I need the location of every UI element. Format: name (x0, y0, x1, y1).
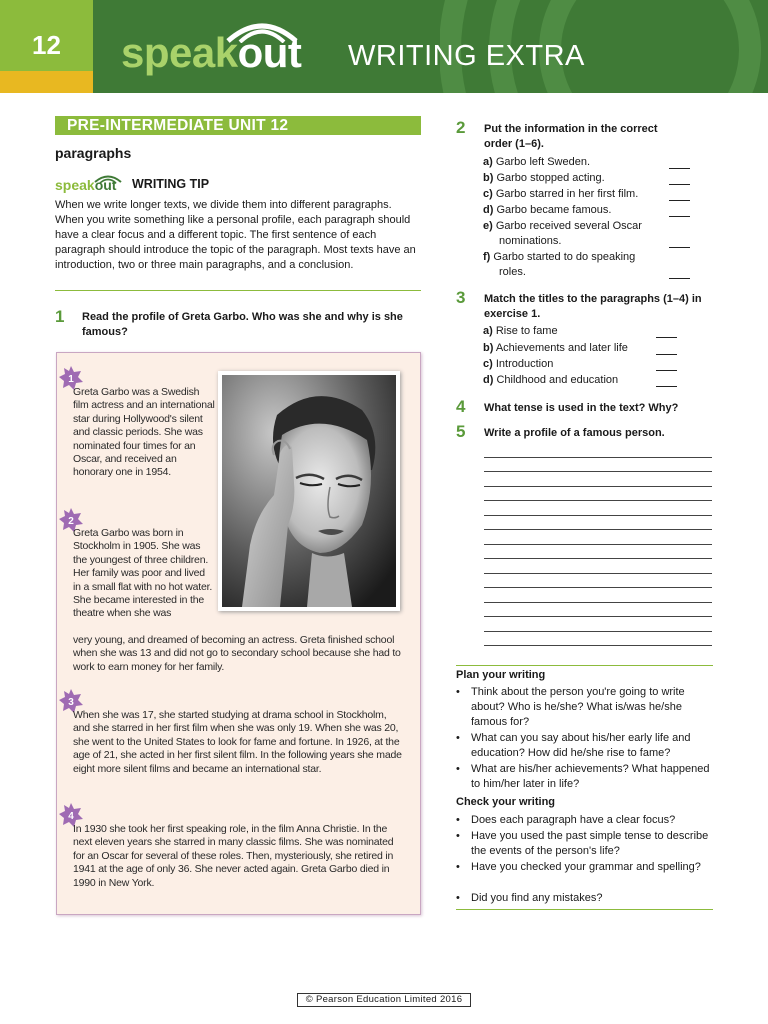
divider (456, 665, 713, 666)
ex3-answer-blank-d[interactable] (656, 386, 677, 387)
ex3-answer-blank-c[interactable] (656, 370, 677, 371)
page-title: WRITING EXTRA (348, 40, 585, 72)
ex3-item-c-letter: c) (483, 358, 493, 370)
ex2-answer-blank-f[interactable] (669, 278, 690, 279)
ex2-item-e-letter: e) (483, 220, 493, 232)
exercise-5-number: 5 (456, 422, 466, 441)
tip-brand-out: out (94, 177, 117, 193)
section-title: paragraphs (55, 145, 132, 161)
exercise-1-question: Read the profile of Greta Garbo. Who was she and why is she famous? (82, 311, 403, 338)
exercise-4-number: 4 (456, 397, 466, 416)
writing-line[interactable] (484, 616, 712, 617)
writing-line[interactable] (484, 602, 712, 603)
ex2-item-c-letter: c) (483, 188, 493, 200)
page-header (0, 0, 768, 93)
ex2-answer-blank-b[interactable] (669, 184, 690, 185)
paragraph-1-number: 1 (68, 374, 74, 385)
plan-item-text: Think about the person you're going to write about? Who is he/she? What is/was he/she famous for? (471, 686, 685, 728)
writing-tip-heading (55, 174, 421, 196)
ex2-item-f-text: Garbo started to do speaking roles. (493, 251, 636, 278)
portrait-photo-icon (222, 375, 396, 607)
ex3-item-b-text: Achievements and later life (495, 342, 628, 354)
writing-line[interactable] (484, 587, 712, 588)
ex2-item-f (483, 250, 663, 280)
ex2-item-a-text: Garbo left Sweden. (495, 156, 591, 168)
writing-line[interactable] (484, 544, 712, 545)
paragraph-2-text-wide: very young, and dreamed of becoming an actress. Greta finished school when she was 13 and did not go to secondary school because she had to work to earn money for her family. (73, 634, 401, 673)
ex3-item-a (483, 324, 558, 339)
exercise-5-question: Write a profile of a famous person. (484, 427, 665, 439)
ex3-item-d-letter: d) (483, 374, 494, 386)
exercise-4-question: What tense is used in the text? Why? (484, 402, 679, 414)
exercise-2-number: 2 (456, 118, 466, 137)
bullet-icon: • (456, 861, 460, 873)
writing-line[interactable] (484, 515, 712, 516)
ex3-item-a-text: Rise to fame (495, 325, 558, 337)
plan-item (456, 762, 718, 792)
ex2-item-b-letter: b) (483, 172, 494, 184)
check-item (456, 813, 718, 828)
writing-line[interactable] (484, 645, 712, 646)
copyright-footer: © Pearson Education Limited 2016 (297, 993, 471, 1007)
ex2-item-f-letter: f) (483, 251, 491, 263)
ex2-item-e (483, 219, 663, 249)
unit-tab-accent-strip (0, 71, 93, 93)
unit-number: 12 (32, 30, 61, 60)
ex2-item-a (483, 155, 590, 170)
plan-writing-heading: Plan your writing (456, 669, 546, 681)
plan-item-text: What are his/her achievements? What happened to him/her later in life? (471, 763, 710, 790)
ex2-item-c-text: Garbo starred in her first film. (495, 188, 639, 200)
paragraph-1-text: Greta Garbo was a Swedish film actress and an international star during Hollywood's silent and classic periods. She was nominated four times for an Oscar, and received an honorary one in 1954. (73, 386, 215, 479)
ex3-answer-blank-b[interactable] (656, 354, 677, 355)
exercise-3-question: Match the titles to the paragraphs (1–4) in exercise 1. (484, 293, 702, 320)
brand-speak: speak (121, 29, 238, 76)
paragraph-2-number: 2 (68, 516, 74, 527)
ex3-answer-blank-a[interactable] (656, 337, 677, 338)
bullet-icon: • (456, 830, 460, 842)
plan-item (456, 685, 718, 730)
writing-line[interactable] (484, 486, 712, 487)
plan-item (456, 731, 718, 761)
ex3-item-c (483, 357, 553, 372)
ex2-item-c (483, 187, 638, 202)
check-item-text: Did you find any mistakes? (471, 892, 603, 904)
ex3-item-a-letter: a) (483, 325, 493, 337)
ex3-item-d-text: Childhood and education (496, 374, 619, 386)
plan-item-text: What can you say about his/her early life and education? How did he/she rise to fame? (471, 732, 691, 759)
paragraph-3-text: When she was 17, she started studying at drama school in Stockholm, and she starred in her first film when she was only 19. When she was 20, she went to the United States to look for fame and fortune. In 1926, at the age of 21, she acted in her first silent film. In the following years she made eight more silent films and became an international star. (73, 709, 402, 775)
bullet-icon: • (456, 814, 460, 826)
ex2-item-b (483, 171, 605, 186)
bullet-icon: • (456, 732, 460, 744)
brand-out: out (237, 29, 302, 76)
bullet-icon: • (456, 763, 460, 775)
speech-wave-icon (93, 173, 123, 183)
paragraph-3-number: 3 (68, 697, 74, 708)
check-item (456, 829, 718, 859)
writing-line[interactable] (484, 471, 712, 472)
tip-body: When we write longer texts, we divide them into different paragraphs. When you write something like a personal profile, each paragraph should have a clear focus and a different topic. The first sentence of each paragraph should introduce the topic of the paragraph. Most texts have an introduction, two or three main paragraphs, and a conclusion. (55, 199, 416, 271)
ex2-item-d (483, 203, 611, 218)
check-item (456, 891, 718, 906)
writing-line[interactable] (484, 558, 712, 559)
exercise-3-number: 3 (456, 288, 466, 307)
ex2-item-b-text: Garbo stopped acting. (496, 172, 605, 184)
speech-wave-icon (224, 17, 300, 43)
ex3-item-b (483, 341, 628, 356)
ex2-answer-blank-a[interactable] (669, 168, 690, 169)
photo-frame (218, 371, 400, 611)
divider (55, 290, 421, 291)
exercise-2-question: Put the information in the correct order (1–6). (484, 123, 658, 150)
paragraph-4-text: In 1930 she took her first speaking role, in the film Anna Christie. In the next eleven years she starred in many classic films. She was nominated for an Oscar for several of these roles. Then, mysteriously, she retired in 1941 at the age of only 36. She never acted again. Greta Garbo died in 1990 in New York. (73, 823, 394, 889)
ex2-item-e-text: Garbo received several Oscar nominations. (495, 220, 642, 247)
exercise-1-number: 1 (55, 307, 65, 326)
bullet-icon: • (456, 686, 460, 698)
level-banner: PRE-INTERMEDIATE UNIT 12 (55, 116, 421, 135)
ex2-answer-blank-c[interactable] (669, 200, 690, 201)
writing-line[interactable] (484, 529, 712, 530)
ex2-item-d-text: Garbo became famous. (496, 204, 612, 216)
ex3-item-c-text: Introduction (495, 358, 554, 370)
bullet-icon: • (456, 892, 460, 904)
check-item-text: Does each paragraph have a clear focus? (471, 814, 676, 826)
ex2-answer-blank-e[interactable] (669, 247, 690, 248)
tip-label: WRITING TIP (132, 177, 210, 191)
check-item-text: Have you used the past simple tense to describe the events of the person's life? (471, 830, 709, 857)
check-writing-heading: Check your writing (456, 796, 556, 808)
unit-tab (0, 0, 93, 93)
writing-line[interactable] (484, 457, 712, 458)
ex2-answer-blank-d[interactable] (669, 216, 690, 217)
paragraph-2-text-narrow: Greta Garbo was born in Stockholm in 1905. She was the youngest of three children. Her family was poor and lived in a small flat with no hot water. She became interested in the theatre when she was (73, 527, 213, 620)
divider (456, 909, 713, 910)
check-item-text: Have you checked your grammar and spelling? (471, 861, 701, 873)
ex2-item-a-letter: a) (483, 156, 493, 168)
check-item (456, 860, 718, 875)
paragraph-4-number: 4 (68, 811, 74, 822)
ex2-item-d-letter: d) (483, 204, 494, 216)
writing-line[interactable] (484, 573, 712, 574)
writing-line[interactable] (484, 500, 712, 501)
tip-brand-speak: speak (55, 177, 95, 193)
ex3-item-d (483, 373, 618, 388)
writing-line[interactable] (484, 631, 712, 632)
ex3-item-b-letter: b) (483, 342, 494, 354)
